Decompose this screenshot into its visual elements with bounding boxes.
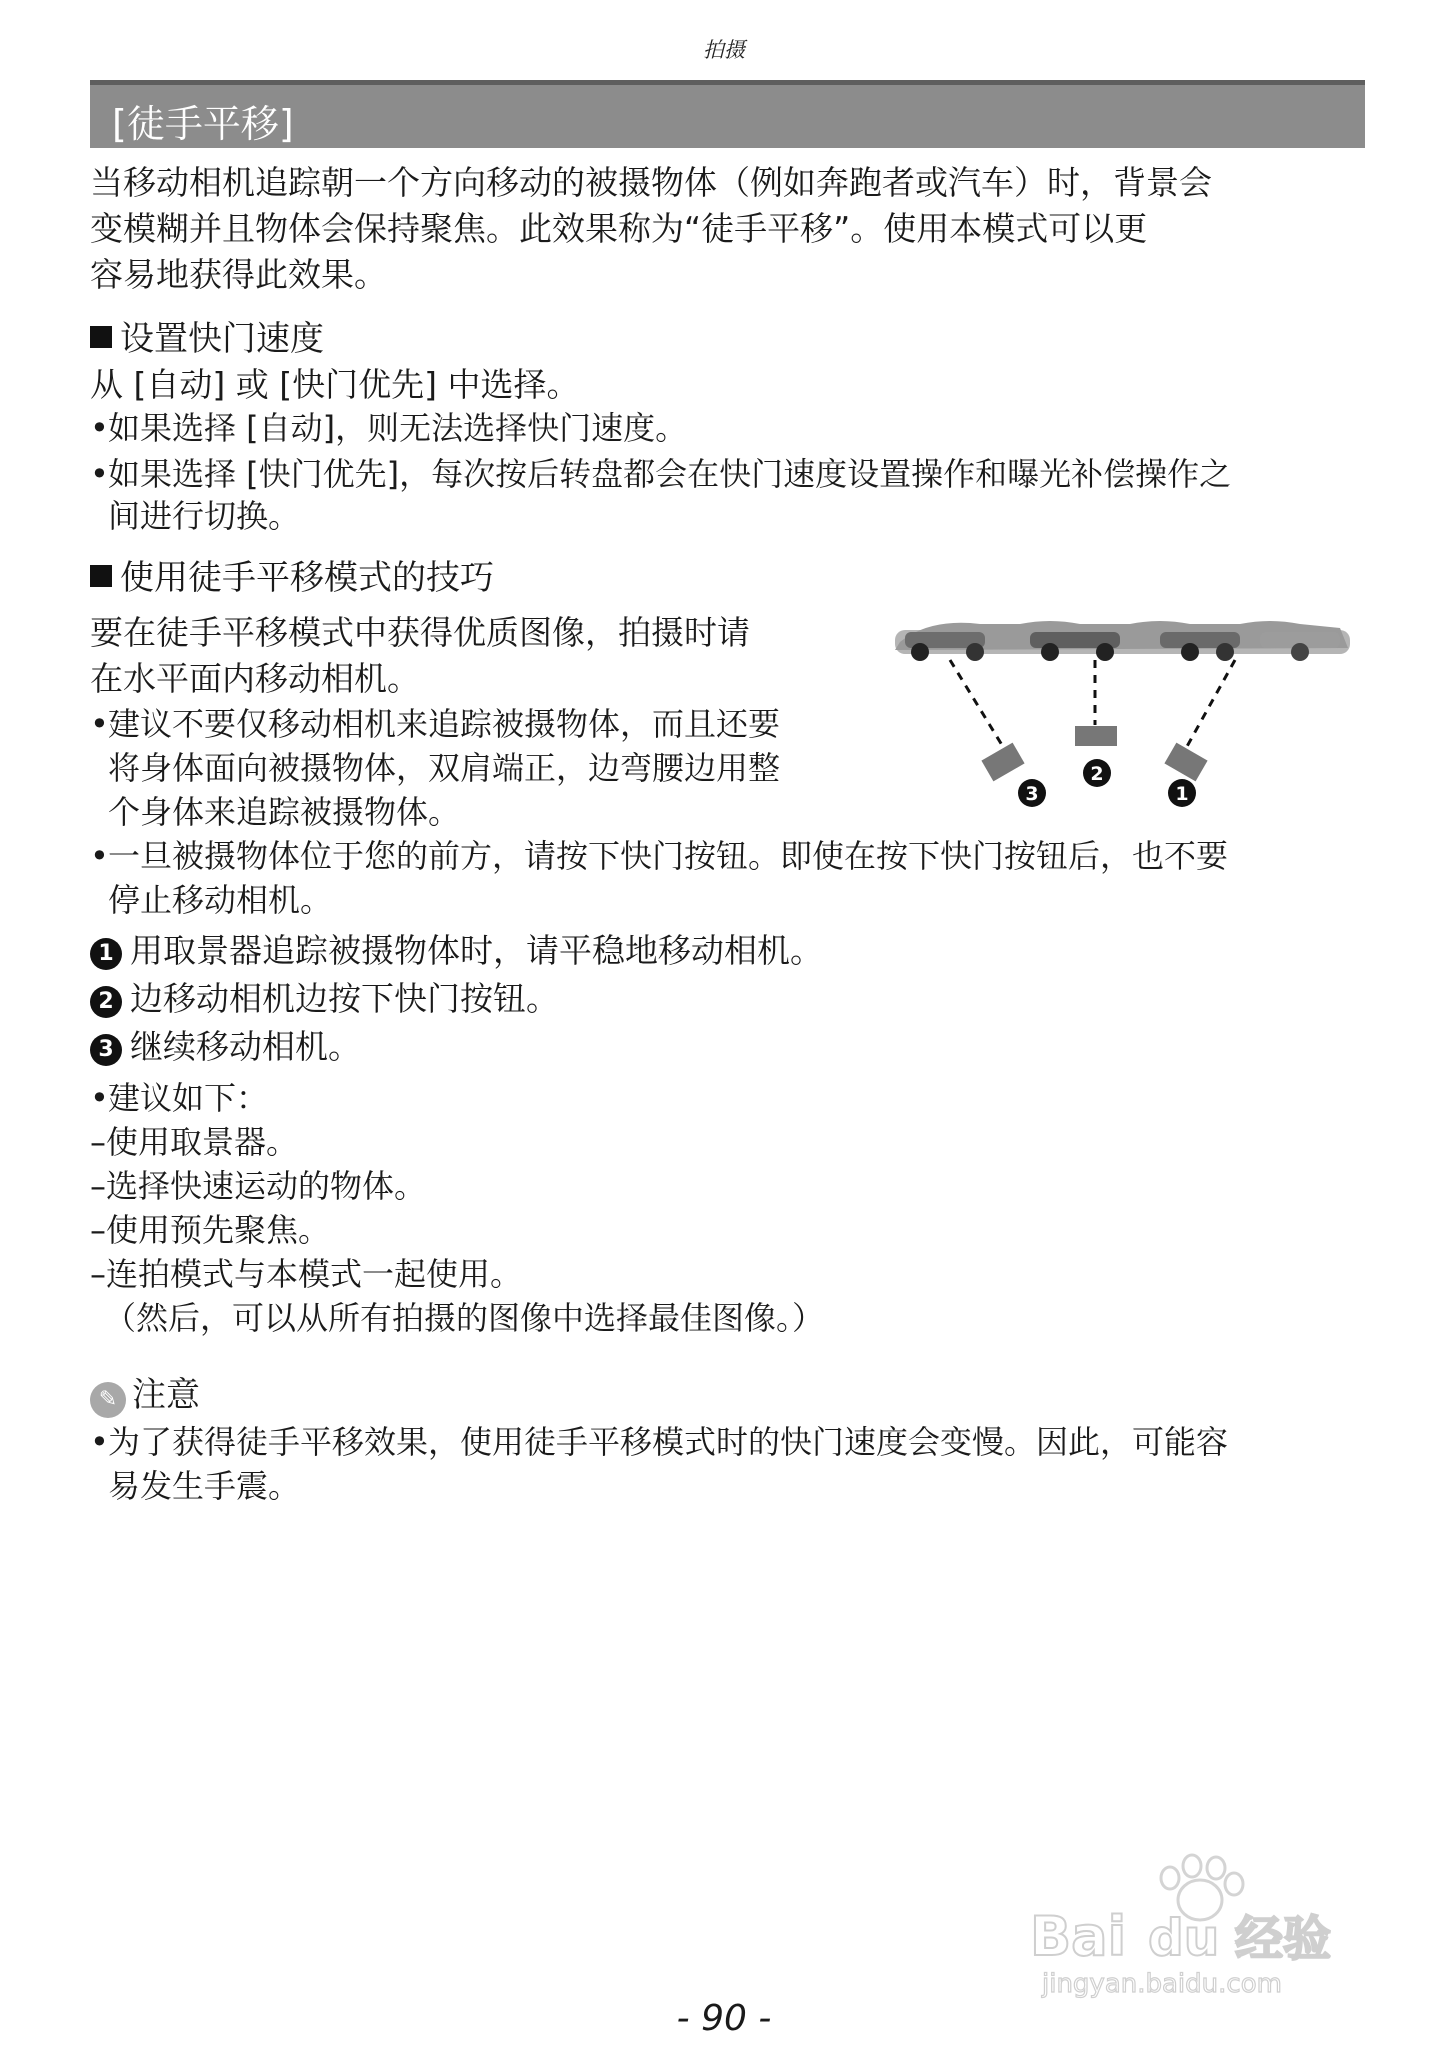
pencil-note-icon: ✎ xyxy=(90,1382,126,1418)
intro-line-3: 容易地获得此效果。 xyxy=(90,255,387,294)
car-motion-blur-strip xyxy=(895,621,1350,661)
intro-line-1: 当移动相机追踪朝一个方向移动的被摄物体（例如奔跑者或汽车）时，背景会 xyxy=(90,163,1212,202)
intro-line-2: 变模糊并且物体会保持聚焦。此效果称为“徒手平移”。使用本模式可以更 xyxy=(90,209,1148,248)
panning-illustration xyxy=(890,610,1360,810)
page-title: [徒手平移] xyxy=(112,102,294,146)
camera-position-1 xyxy=(1164,743,1207,782)
header-section-label: 拍摄 xyxy=(703,38,745,62)
tips-section-heading: 使用徒手平移模式的技巧 xyxy=(90,555,494,601)
shutter-bullet-2: •如果选择 [快门优先]，每次按后转盘都会在快门速度设置操作和曝光补偿操作之 xyxy=(90,455,1232,493)
tips-bullet-1: •建议不要仅移动相机来追踪被摄物体，而且还要 xyxy=(90,705,781,743)
note-heading: ✎ 注意 xyxy=(90,1372,200,1418)
advice-heading: •建议如下： xyxy=(90,1079,269,1117)
step-number-badge: 1 xyxy=(90,938,122,970)
camera-position-2 xyxy=(1075,726,1117,746)
advice-item-1: –使用取景器。 xyxy=(90,1123,299,1161)
advice-item-2: –选择快速运动的物体。 xyxy=(90,1167,427,1205)
illus-label-3: 3 xyxy=(1025,783,1039,805)
watermark-brand: Bai xyxy=(1030,1905,1127,1968)
camera-position-3 xyxy=(981,743,1024,782)
tips-bullet-2-cont: 停止移动相机。 xyxy=(108,881,333,919)
illus-label-1: 1 xyxy=(1175,783,1189,805)
advice-item-3: –使用预先聚焦。 xyxy=(90,1211,331,1249)
square-bullet-icon xyxy=(90,326,112,348)
step-3: 3 继续移动相机。 xyxy=(90,1024,361,1070)
shutter-bullet-1: •如果选择 [自动]，则无法选择快门速度。 xyxy=(90,409,688,447)
watermark-brand-2: du xyxy=(1148,1909,1220,1967)
tips-intro-line-2: 在水平面内移动相机。 xyxy=(90,659,420,698)
tips-bullet-1-cont-2: 个身体来追踪被摄物体。 xyxy=(108,793,461,831)
step-1: 1 用取景器追踪被摄物体时，请平稳地移动相机。 xyxy=(90,928,823,974)
shutter-bullet-2-cont: 间进行切换。 xyxy=(108,497,301,535)
note-line-2: 易发生手震。 xyxy=(108,1467,301,1505)
tips-bullet-2: •一旦被摄物体位于您的前方，请按下快门按钮。即使在按下快门按钮后，也不要 xyxy=(90,837,1229,875)
tips-intro-line-1: 要在徒手平移模式中获得优质图像，拍摄时请 xyxy=(90,613,750,652)
step-2: 2 边移动相机边按下快门按钮。 xyxy=(90,976,559,1022)
advice-note: （然后，可以从所有拍摄的图像中选择最佳图像。） xyxy=(104,1299,825,1337)
title-bar xyxy=(90,80,1365,148)
watermark-url: jingyan.baidu.com xyxy=(1042,1969,1282,1999)
baidu-watermark xyxy=(1030,1850,1370,2000)
advice-item-4: –连拍模式与本模式一起使用。 xyxy=(90,1255,523,1293)
tips-bullet-1-cont-1: 将身体面向被摄物体，双肩端正，边弯腰边用整 xyxy=(108,749,781,787)
step-number-badge: 2 xyxy=(90,986,122,1018)
shutter-section-line: 从 [自动] 或 [快门优先] 中选择。 xyxy=(90,365,580,404)
watermark-brand-cn: 经验 xyxy=(1235,1911,1332,1967)
illus-label-2: 2 xyxy=(1090,763,1104,785)
shutter-section-heading: 设置快门速度 xyxy=(90,316,324,362)
page-number: - 90 - xyxy=(676,1998,772,2039)
step-number-badge: 3 xyxy=(90,1034,122,1066)
note-line-1: •为了获得徒手平移效果，使用徒手平移模式时的快门速度会变慢。因此，可能容 xyxy=(90,1423,1229,1461)
square-bullet-icon xyxy=(90,565,112,587)
